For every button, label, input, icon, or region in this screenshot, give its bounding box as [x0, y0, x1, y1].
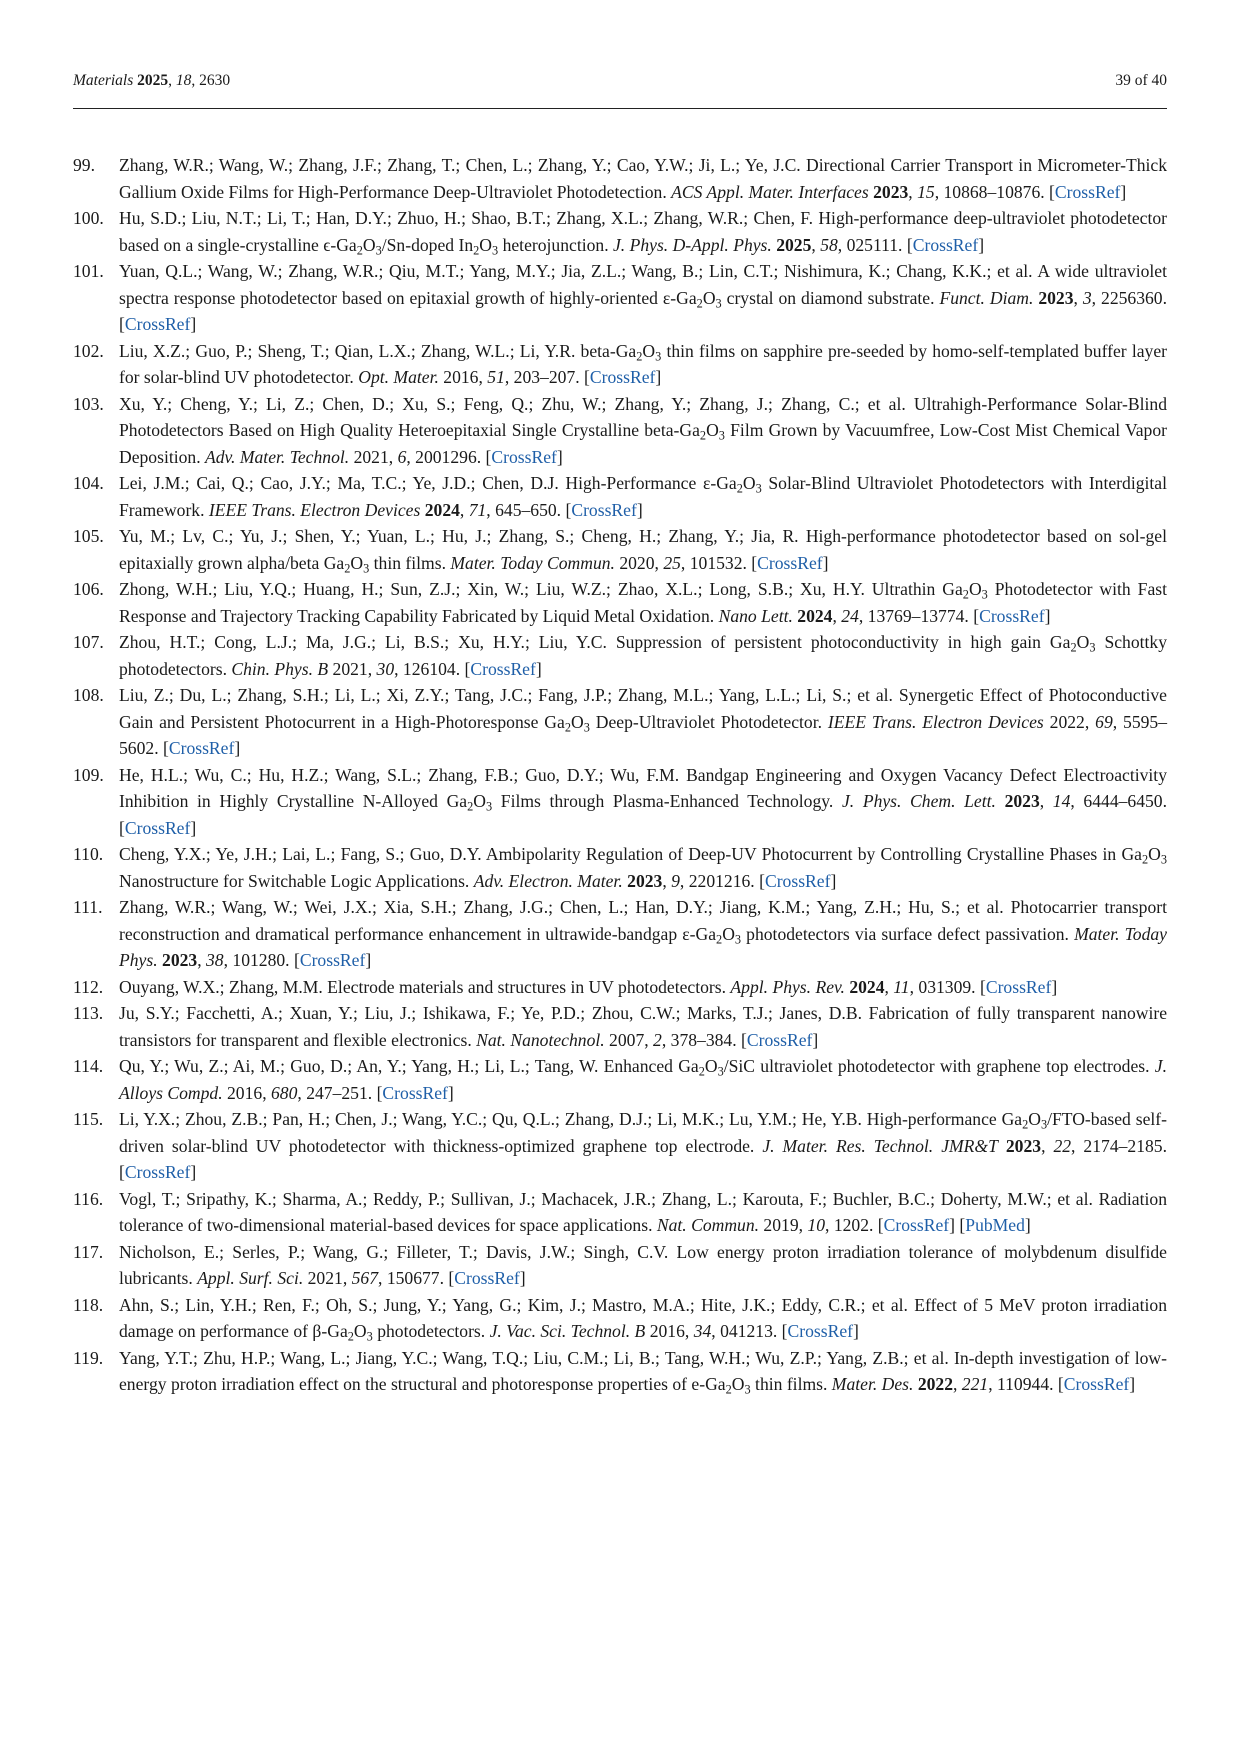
journal-or-volume: Nat. Commun. [656, 1215, 760, 1235]
journal-or-volume: 22 [1053, 1135, 1072, 1156]
reference-item [73, 338, 1167, 391]
reference-item [73, 629, 1167, 682]
reference-text: , 2174–2185. [ [119, 1135, 1168, 1182]
reference-text: Zhou, H.T.; Cong, L.J.; Ma, J.G.; Li, B.S.; Xu, H.Y.; Liu, Y.C. Suppression of persistent photoconductivity in high gain Ga [119, 632, 1071, 652]
reference-number: 112. [73, 976, 104, 997]
reference-number: 104. [73, 473, 104, 493]
publication-year: 2023 [873, 181, 909, 202]
reference-text: Nicholson, E.; Serles, P.; Wang, G.; Filleter, T.; Davis, J.W.; Singh, C.V. Low energy proton irradiation tolerance of molybdenum disulfide lubricants. [119, 1241, 1167, 1288]
reference-text: 2007, [604, 1029, 654, 1050]
journal-year: 2025 [137, 72, 169, 89]
crossref-link[interactable]: CrossRef [912, 234, 979, 255]
reference-number: 113. [73, 1003, 104, 1023]
reference-number: 107. [73, 632, 104, 652]
reference-item [73, 258, 1167, 338]
reference-text: , [884, 976, 894, 997]
reference-text: 2016, [438, 367, 488, 387]
subscript: 3 [1089, 640, 1096, 655]
reference-text: Film Grown by Vacuumfree, Low-Cost Mist Chemical Vapor Deposition. [119, 420, 1167, 467]
reference-text: crystal on diamond substrate. [721, 287, 940, 308]
reference-text: , [662, 870, 672, 891]
reference-number: 114. [73, 1056, 104, 1076]
reference-text: ] [447, 1082, 454, 1103]
reference-text: Zhang, W.R.; Wang, W.; Zhang, J.F.; Zhang, T.; Chen, L.; Zhang, Y.; Cao, Y.W.; Ji, L.; Ye, J.C. Directional Carrier Transport in Micrometer-Thick Gallium Oxide Films for High-Performance Deep-Ultraviolet Photodetection. [119, 155, 1167, 202]
reference-text: , 041213. [ [711, 1321, 788, 1341]
reference-text: Nanostructure for Switchable Logic Applications. [119, 870, 474, 891]
reference-text: , 203–207. [ [504, 367, 590, 387]
publication-year: 2024 [424, 499, 460, 520]
reference-text: Zhang, W.R.; Wang, W.; Wei, J.X.; Xia, S.H.; Zhang, J.G.; Chen, L.; Han, D.Y.; Jiang, K.M.; Yang, Z.H.; Hu, S.; et al. Photocarrier transport reconstruction and dramatical performance enhancement in ultrawide-bandgap ε-Ga [119, 897, 1167, 944]
journal-or-volume: 11 [893, 976, 910, 997]
reference-text: Ahn, S.; Lin, Y.H.; Ren, F.; Oh, S.; Jung, Y.; Yang, G.; Kim, J.; Mastro, M.A.; Hite, J.K.; Eddy, C.R.; et al. Effect of 5 MeV proton irradiation damage on performance of β-Ga [119, 1294, 1167, 1341]
reference-text: Ju, S.Y.; Facchetti, A.; Xuan, Y.; Liu, J.; Ishikawa, F.; Ye, P.D.; Zhou, C.W.; Marks, T.J.; Janes, D.B. Fabrication of fully transparent nanowire transistors for transparent and flexible electronics. [119, 1003, 1167, 1050]
reference-text: ] [ [949, 1215, 966, 1235]
reference-item [73, 841, 1167, 894]
reference-text: Photodetector with Fast Response and Trajectory Tracking Capability Fabricated by Liquid Metal Oxidation. [119, 579, 1167, 626]
reference-text: O [731, 1374, 745, 1394]
journal-or-volume: IEEE Trans. Electron Devices [827, 711, 1044, 732]
journal-or-volume: 15 [917, 181, 935, 202]
reference-text: Lei, J.M.; Cai, Q.; Cao, J.Y.; Ma, T.C.; Ye, J.D.; Chen, D.J. High-Performance ε-Ga [119, 473, 737, 493]
crossref-link[interactable]: CrossRef [979, 605, 1045, 626]
publication-year: 2023 [1038, 287, 1074, 308]
journal-name: Materials [73, 72, 134, 89]
crossref-link[interactable]: CrossRef [746, 1029, 813, 1050]
reference-text: , 378–384. [ [661, 1029, 747, 1050]
subscript: 2 [356, 242, 363, 257]
journal-or-volume: Appl. Surf. Sci. [197, 1268, 304, 1288]
crossref-link[interactable]: CrossRef [454, 1268, 520, 1288]
reference-number: 103. [73, 393, 104, 414]
reference-text: /FTO-based self-driven solar-blind UV photodetector with thickness-optimized graphene top electrode. [119, 1109, 1167, 1156]
reference-text: ] [1051, 976, 1058, 997]
reference-number: 105. [73, 526, 104, 546]
reference-item [73, 1053, 1167, 1106]
subscript: 3 [492, 242, 499, 257]
journal-or-volume: 3 [1082, 287, 1092, 308]
crossref-link[interactable]: CrossRef [757, 552, 823, 573]
reference-item [73, 576, 1167, 629]
reference-text: O [1076, 632, 1090, 652]
reference-text: , 10868–10876. [ [934, 181, 1055, 202]
reference-text: ] [556, 446, 563, 467]
reference-text: , [811, 234, 821, 255]
reference-text: Liu, Z.; Du, L.; Zhang, S.H.; Li, L.; Xi, Z.Y.; Tang, J.C.; Fang, J.P.; Zhang, M.L.; Yang, L.L.; Li, S.; et al. Synergetic Effect of Photoconductive Gain and Persistent Photocurrent in a High-Photoresponse Ga [119, 685, 1167, 732]
reference-item [73, 1292, 1167, 1345]
reference-text: , 645–650. [ [486, 499, 572, 520]
reference-item [73, 974, 1167, 1001]
reference-text: O [706, 420, 719, 440]
subscript: 3 [486, 799, 493, 814]
reference-text: Li, Y.X.; Zhou, Z.B.; Pan, H.; Chen, J.; Wang, Y.C.; Qu, Q.L.; Zhang, D.J.; Li, M.K.; Lu, Y.M.; He, Y.B. High-performance Ga [119, 1109, 1023, 1129]
reference-text: O [704, 1056, 718, 1076]
reference-item [73, 1186, 1167, 1239]
reference-text: ] [190, 817, 197, 838]
reference-item [73, 391, 1167, 471]
reference-item [73, 1106, 1167, 1186]
subscript: 3 [366, 1329, 373, 1344]
subscript: 3 [717, 1064, 724, 1079]
journal-or-volume: J. Phys. Chem. Lett. [841, 791, 996, 811]
journal-or-volume: Mater. Today Phys. [119, 923, 1167, 970]
reference-text: 2021, [349, 446, 398, 467]
journal-or-volume: J. Mater. Res. Technol. JMR&T [762, 1135, 998, 1156]
journal-or-volume: J. Phys. D-Appl. Phys. [613, 234, 772, 255]
journal-or-volume: 14 [1052, 791, 1071, 811]
reference-text: O [350, 552, 364, 573]
reference-text: ] [190, 1162, 197, 1182]
reference-number: 99. [73, 155, 95, 175]
reference-text: , [1073, 287, 1083, 308]
reference-text: /SiC ultraviolet photodetector with graphene top electrodes. [723, 1056, 1155, 1076]
reference-item [73, 894, 1167, 974]
journal-or-volume: Adv. Electron. Mater. [473, 870, 623, 891]
journal-or-volume: 34 [693, 1321, 712, 1341]
subscript: 2 [1022, 1117, 1029, 1132]
journal-or-volume: Chin. Phys. B [231, 658, 329, 679]
reference-item [73, 1239, 1167, 1292]
reference-text: ] [234, 738, 241, 758]
reference-number: 109. [73, 764, 104, 785]
crossref-link[interactable]: CrossRef [299, 950, 366, 970]
journal-or-volume: 680 [271, 1082, 298, 1103]
crossref-link[interactable]: CrossRef [124, 1162, 191, 1182]
journal-or-volume: 221 [961, 1374, 989, 1394]
crossref-link[interactable]: CrossRef [589, 367, 656, 387]
reference-text: O [642, 340, 656, 361]
reference-list [73, 152, 1167, 1398]
subscript: 2 [344, 560, 351, 575]
reference-text: thin films on sapphire pre-seeded by homo-self-templated buffer layer for solar-blind UV photodetector. [119, 340, 1167, 387]
subscript: 2 [1070, 640, 1077, 655]
publication-year: 2023 [627, 870, 663, 891]
journal-or-volume: 10 [807, 1215, 826, 1235]
reference-text: heterojunction. [498, 234, 613, 255]
reference-text: Ouyang, W.X.; Zhang, M.M. Electrode materials and structures in UV photodetectors. [119, 976, 731, 997]
crossref-link[interactable]: CrossRef [883, 1215, 950, 1235]
reference-text: He, H.L.; Wu, C.; Hu, H.Z.; Wang, S.L.; Zhang, F.B.; Guo, D.Y.; Wu, F.M. Bandgap Engineering and Oxygen Vacancy Defect Electroactivity Inhibition in Highly Crystalline N-Alloyed Ga [119, 764, 1167, 811]
reference-text: , 031309. [ [909, 976, 986, 997]
subscript: 2 [696, 295, 703, 310]
journal-or-volume: 58 [820, 234, 838, 255]
crossref-link[interactable]: CrossRef [1063, 1374, 1130, 1394]
reference-number: 116. [73, 1188, 104, 1209]
publication-year: 2025 [776, 234, 812, 255]
reference-text: Deep-Ultraviolet Photodetector. [589, 711, 828, 732]
journal-volume: 18 [175, 72, 192, 89]
crossref-link[interactable]: CrossRef [382, 1082, 448, 1103]
publication-year: 2023 [162, 950, 198, 970]
journal-or-volume: Mater. Today Commun. [450, 552, 615, 573]
reference-text: photodetectors. [372, 1321, 490, 1341]
reference-number: 111. [73, 897, 103, 917]
subscript: 2 [725, 1382, 732, 1397]
journal-or-volume: 2 [653, 1029, 662, 1050]
subscript: 3 [755, 481, 762, 496]
reference-text: , [1041, 1135, 1054, 1156]
reference-text: Yu, M.; Lv, C.; Yu, J.; Shen, Y.; Yuan, L.; Hu, J.; Zhang, S.; Cheng, H.; Zhang, Y.; Jia, R. High-performance photodetector based on sol-gel epitaxially grown alpha/beta Ga [119, 526, 1167, 573]
reference-text: O [742, 473, 756, 493]
subscript: 2 [564, 719, 571, 734]
reference-text: , [459, 499, 469, 520]
page-header [73, 72, 1167, 109]
journal-or-volume: 30 [376, 658, 395, 679]
journal-or-volume: J. Alloys Compd. [119, 1056, 1167, 1103]
reference-text: , 126104. [ [394, 658, 471, 679]
publication-year: 2023 [1005, 1135, 1042, 1156]
subscript: 2 [736, 481, 743, 496]
subscript: 3 [1040, 1117, 1048, 1132]
reference-text: O [473, 791, 486, 811]
reference-text: 2020, [614, 552, 664, 573]
subscript: 2 [698, 1064, 705, 1079]
reference-text: , 101280. [ [223, 950, 300, 970]
subscript: 2 [1141, 852, 1149, 867]
reference-text [996, 791, 1005, 811]
reference-text: , 025111. [ [837, 234, 913, 255]
reference-item [73, 523, 1167, 576]
reference-text: ] [1044, 605, 1051, 626]
reference-text: ] [830, 870, 837, 891]
subscript: 2 [699, 428, 707, 443]
reference-text: O [722, 923, 735, 944]
journal-or-volume: Adv. Mater. Technol. [205, 446, 350, 467]
reference-number: 102. [73, 340, 104, 361]
reference-text: 2021, [328, 658, 377, 679]
reference-text: O [702, 287, 716, 308]
reference-text: , [832, 605, 842, 626]
reference-text: , 2256360. [ [119, 287, 1168, 334]
reference-text: Yuan, Q.L.; Wang, W.; Zhang, W.R.; Qiu, M.T.; Yang, M.Y.; Jia, Z.L.; Wang, B.; Lin, C.T.; Nishimura, K.; Chang, K.K.; et al. A wide ultraviolet spectra response photodetector based on epitaxial growth of highly-oriented ε-Ga [119, 261, 1167, 308]
journal-or-volume: 69 [1095, 711, 1113, 732]
crossref-link[interactable]: CrossRef [470, 658, 536, 679]
reference-text: , 6444–6450. [ [119, 791, 1167, 838]
reference-text: ] [1120, 181, 1127, 202]
journal-or-volume: IEEE Trans. Electron Devices [208, 499, 421, 520]
crossref-link[interactable]: CrossRef [124, 314, 191, 334]
journal-or-volume: 51 [487, 367, 505, 387]
crossref-link[interactable]: CrossRef [571, 499, 637, 520]
reference-text: photodetectors via surface defect passivation. [741, 923, 1075, 944]
subscript: 3 [981, 587, 988, 602]
reference-text: /Sn-doped In [381, 234, 474, 255]
reference-number: 108. [73, 685, 104, 705]
subscript: 3 [1160, 852, 1167, 867]
reference-text: , 110944. [ [988, 1374, 1064, 1394]
subscript: 2 [962, 587, 969, 602]
reference-text: 2016, [222, 1082, 271, 1103]
journal-or-volume: Funct. Diam. [939, 287, 1034, 308]
reference-number: 101. [73, 261, 104, 281]
reference-text: , 247–251. [ [297, 1082, 383, 1103]
reference-item [73, 1000, 1167, 1053]
crossref-link[interactable]: CrossRef [764, 870, 831, 891]
crossref-link[interactable]: CrossRef [985, 976, 1052, 997]
reference-text: Qu, Y.; Wu, Z.; Ai, M.; Guo, D.; An, Y.; Yang, H.; Li, L.; Tang, W. Enhanced Ga [119, 1056, 699, 1076]
journal-or-volume: Nat. Nanotechnol. [476, 1029, 605, 1050]
reference-text: , 13769–13774. [ [858, 605, 980, 626]
reference-number: 110. [73, 844, 104, 864]
subscript: 3 [718, 428, 725, 443]
journal-or-volume: Opt. Mater. [358, 367, 439, 387]
reference-text: ] [822, 552, 829, 573]
reference-text: , 2001296. [ [406, 446, 492, 467]
subscript: 2 [636, 348, 643, 363]
reference-text: , 2201216. [ [679, 870, 765, 891]
journal-or-volume: 25 [663, 552, 681, 573]
reference-text: ] [978, 234, 985, 255]
subscript: 3 [734, 931, 742, 946]
publication-year: 2022 [917, 1374, 953, 1394]
reference-number: 115. [73, 1109, 104, 1129]
publication-year: 2024 [797, 605, 833, 626]
reference-text [998, 1136, 1006, 1156]
reference-text: ] [853, 1321, 859, 1341]
reference-text: , 5595–5602. [ [119, 711, 1168, 758]
reference-text: , [908, 181, 918, 202]
crossref-link[interactable]: CrossRef [491, 446, 557, 467]
reference-text: Solar-Blind Ultraviolet Photodetectors with Interdigital Framework. [119, 473, 1167, 520]
page-number: 39 of 40 [1115, 72, 1167, 89]
reference-text: ] [636, 499, 643, 520]
reference-text: Vogl, T.; Sripathy, K.; Sharma, A.; Reddy, P.; Sullivan, J.; Machacek, J.R.; Zhang, L.; Karouta, F.; Buchler, B.C.; Doherty, M.W.; et al. Radiation tolerance of two-dimensional material-based devices for space applications. [119, 1188, 1167, 1235]
reference-text: Yang, Y.T.; Zhu, H.P.; Wang, L.; Jiang, Y.C.; Wang, T.Q.; Liu, C.M.; Li, B.; Tang, W.H.; Wu, Z.P.; Yang, Z.B.; et al. In-depth investigation of low-energy proton irradiation effect on the structural and photoresponse properties of e-Ga [119, 1347, 1167, 1394]
reference-text: 2022, [1043, 711, 1096, 732]
journal-or-volume: 567 [351, 1268, 379, 1288]
reference-text: , [197, 950, 206, 970]
reference-item [73, 762, 1167, 842]
journal-or-volume: Mater. Des. [831, 1374, 914, 1394]
reference-text: thin films. [369, 552, 451, 573]
reference-text: 2016, [645, 1321, 694, 1341]
reference-text: thin films. [750, 1374, 832, 1394]
journal-or-volume: 24 [841, 605, 859, 626]
reference-text: O [479, 234, 493, 255]
reference-text: Xu, Y.; Cheng, Y.; Li, Z.; Chen, D.; Xu, S.; Feng, Q.; Zhu, W.; Zhang, Y.; Zhang, J.; Zhang, C.; et al. Ultrahigh-Performance Solar-Blind Photodetectors Based on High Quality Heteroepitaxial Single Crystalline beta-Ga [119, 393, 1167, 440]
reference-text: Hu, S.D.; Liu, N.T.; Li, T.; Han, D.Y.; Zhuo, H.; Shao, B.T.; Zhang, X.L.; Zhang, W.R.; Chen, F. High-performance deep-ultraviolet photodetector based on a single-crystalline ϵ-Ga [119, 208, 1167, 255]
crossref-link[interactable]: CrossRef [787, 1321, 854, 1341]
subscript: 3 [363, 560, 370, 575]
reference-text: O [570, 711, 584, 732]
reference-item [73, 152, 1167, 205]
reference-text: , [953, 1374, 962, 1394]
reference-text: ] [1129, 1374, 1136, 1394]
subscript: 2 [716, 931, 723, 946]
journal-or-volume: ACS Appl. Mater. Interfaces [671, 181, 869, 202]
journal-or-volume: 71 [468, 499, 487, 520]
reference-item [73, 1345, 1167, 1398]
reference-number: 100. [73, 208, 104, 228]
journal-or-volume: 9 [671, 870, 680, 891]
reference-text: , 150677. [ [378, 1268, 455, 1288]
journal-or-volume: Appl. Phys. Rev. [730, 976, 845, 997]
reference-text: ] [365, 950, 372, 970]
reference-text: ] [1024, 1215, 1031, 1235]
reference-text: O [968, 579, 982, 599]
reference-text: 2021, [303, 1268, 352, 1288]
subscript: 2 [473, 242, 480, 257]
reference-text: Zhong, W.H.; Liu, Y.Q.; Huang, H.; Sun, Z.J.; Xin, W.; Liu, W.Z.; Zhao, X.L.; Long, S.B.; Xu, H.Y. Ultrathin Ga [119, 579, 963, 599]
crossref-link[interactable]: CrossRef [1054, 181, 1121, 202]
reference-item [73, 682, 1167, 762]
journal-or-volume: Nano Lett. [718, 605, 793, 626]
reference-number: 118. [73, 1294, 104, 1315]
reference-text: ] [535, 658, 542, 679]
reference-text: ] [190, 314, 197, 334]
reference-text: , 1202. [ [825, 1215, 884, 1235]
crossref-link[interactable]: CrossRef [168, 738, 235, 758]
reference-text: , [1039, 791, 1053, 811]
reference-text: Films through Plasma-Enhanced Technology. [492, 791, 842, 811]
subscript: 3 [375, 242, 382, 257]
reference-text: ] [812, 1029, 819, 1050]
reference-text: ] [655, 367, 662, 387]
reference-text: 2019, [759, 1215, 808, 1235]
reference-number: 106. [73, 579, 104, 599]
reference-text: ] [519, 1268, 526, 1288]
reference-text: O [1028, 1109, 1041, 1129]
reference-item [73, 470, 1167, 523]
reference-number: 119. [73, 1347, 104, 1368]
reference-item [73, 205, 1167, 258]
reference-text: O [1148, 844, 1161, 864]
subscript: 3 [744, 1382, 751, 1397]
journal-or-volume: 6 [397, 446, 407, 467]
publication-year: 2024 [849, 976, 885, 997]
pubmed-link[interactable]: PubMed [965, 1215, 1025, 1235]
publication-year: 2023 [1004, 791, 1040, 811]
subscript: 3 [655, 348, 662, 363]
article-number: 2630 [199, 72, 231, 89]
reference-number: 117. [73, 1241, 104, 1262]
subscript: 3 [583, 719, 590, 734]
reference-text: Cheng, Y.X.; Ye, J.H.; Lai, L.; Fang, S.; Guo, D.Y. Ambipolarity Regulation of Deep-UV Photocurrent by Controlling Crystalline Phases in Ga [119, 844, 1142, 864]
subscript: 3 [715, 295, 722, 310]
subscript: 2 [347, 1329, 354, 1344]
reference-text: Liu, X.Z.; Guo, P.; Sheng, T.; Qian, L.X.; Zhang, W.L.; Li, Y.R. beta-Ga [119, 340, 637, 361]
reference-text: Schottky photodetectors. [119, 632, 1167, 679]
journal-citation: Materials 2025, 18, 2630 [73, 72, 231, 89]
reference-text: O [353, 1321, 367, 1341]
crossref-link[interactable]: CrossRef [124, 817, 191, 838]
reference-text: O [362, 234, 376, 255]
journal-or-volume: 38 [206, 950, 224, 970]
journal-or-volume: J. Vac. Sci. Technol. B [489, 1321, 646, 1341]
reference-text: , 101532. [ [680, 552, 758, 573]
subscript: 2 [467, 799, 474, 814]
